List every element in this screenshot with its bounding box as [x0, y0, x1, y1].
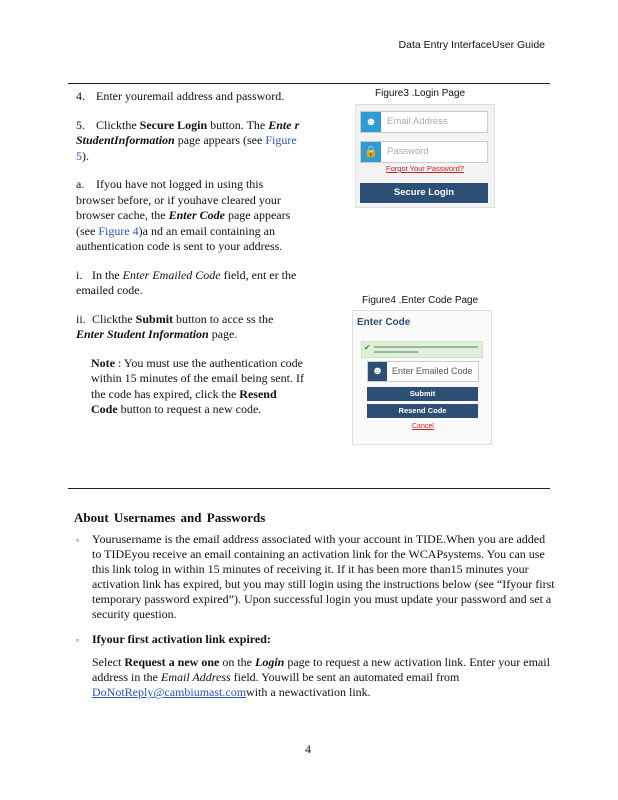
expired-title: Ifyour first activation link expired:: [92, 632, 271, 646]
bullet-icon: ▫: [76, 636, 79, 645]
emailed-code-field[interactable]: [367, 361, 479, 382]
user-icon: ☻: [368, 362, 387, 381]
sub-step-ii-mid: button to acce ss the: [173, 311, 274, 326]
note-label: Note: [91, 355, 115, 370]
expired-text-mid2: page to request a new activation link. Enter your email address in the: [92, 655, 550, 684]
note-text-post: button to request a new code.: [117, 402, 262, 416]
resend-code-button[interactable]: Resend Code: [367, 404, 478, 418]
emailed-code-field-ref: Enter Emailed Code: [122, 267, 221, 282]
expired-text-end: with a newactivation link.: [246, 685, 371, 699]
lock-icon: 🔒: [361, 142, 381, 162]
sub-step-ii-mark: ii.: [76, 311, 86, 326]
sub-step-ii: [76, 312, 304, 343]
request-new-one-ref: Request a new one: [124, 655, 220, 669]
check-icon: ✔: [364, 343, 371, 352]
sub-step-i-mark: i.: [76, 267, 83, 282]
step-5: [76, 118, 304, 165]
email-address-field-ref: Email Address: [160, 670, 231, 684]
note: [91, 356, 304, 418]
header-rule: [68, 83, 550, 84]
sub-step-i-post: field, ent er the emailed code.: [76, 267, 297, 297]
email-field[interactable]: [360, 111, 488, 133]
figure-4-link[interactable]: Figure 4: [98, 223, 139, 238]
student-information-ref-2: Enter Student Information: [76, 327, 209, 341]
banner-text-line: [374, 346, 478, 348]
page-number: 4: [305, 742, 311, 756]
login-page-figure: [355, 104, 495, 208]
sub-step-ii-text: Clickthe: [92, 311, 136, 326]
email-placeholder: Email Address: [387, 116, 448, 127]
forgot-password-link[interactable]: Forgot Your Password?: [386, 164, 464, 173]
figure-3-caption: Figure3 .Login Page: [375, 88, 466, 99]
usernames-text: Yourusername is the email address associated with your account in TIDE.When you are added to TIDEyou receive an email containing an activation link for the WCAPsystems. You can use this link tolog in within 15 minutes of receiving it. If it has been more than15 minutes your activation link has expired, but you may still login using the instructions below (see “Ifyour first temporary password expired”). Upon successful login you must update your password and set a security question.: [92, 532, 555, 621]
resend-code-ref: Resend Code: [91, 386, 277, 416]
step-4: [76, 89, 304, 105]
steps-column: [76, 89, 304, 418]
submit-ref: Submit: [135, 311, 174, 326]
expired-text-pre: Select: [92, 655, 125, 669]
step-5-text-post: page appears (see: [174, 133, 266, 147]
code-placeholder: Enter Emailed Code: [392, 366, 473, 376]
password-placeholder: Password: [387, 146, 429, 157]
sub-step-ii-post: page.: [208, 327, 238, 341]
student-information-ref: Ente r StudentInformation: [76, 117, 300, 147]
banner-text-line: [374, 351, 418, 353]
section-rule: [68, 488, 550, 489]
about-heading: About Usernames and Passwords: [74, 510, 266, 525]
figure-5-link[interactable]: Figure 5: [76, 133, 297, 163]
step-5-number: 5.: [76, 117, 85, 132]
enter-code-figure: [352, 310, 492, 445]
expired-text-post: field. Youwill be sent an automated email from: [230, 670, 460, 684]
running-header: Data Entry InterfaceUser Guide: [398, 39, 545, 51]
sub-step-a-mark: a.: [76, 177, 85, 191]
sub-step-i: [76, 268, 304, 299]
login-page-ref: Login: [255, 655, 285, 669]
expired-text-mid: on the: [219, 655, 255, 669]
secure-login-button[interactable]: Secure Login: [360, 183, 488, 203]
sub-step-i-text: In the: [92, 267, 123, 282]
cancel-link[interactable]: Cancel: [412, 423, 434, 430]
submit-button[interactable]: Submit: [367, 387, 478, 401]
sub-step-a-text: Ifyou have not logged in using this browser before, or if youhave cleared your browser cache, the: [76, 177, 281, 222]
secure-login-ref: Secure Login: [139, 117, 208, 132]
step-5-text-mid: button. The: [207, 117, 269, 132]
sub-step-a-post: )a nd an email containing an authentication code is sent to your address.: [76, 223, 283, 253]
bullet-usernames: [76, 532, 556, 622]
sub-step-a-mid: page appears (see: [76, 208, 291, 238]
sub-step-a: [76, 177, 304, 255]
donotreply-email-link[interactable]: DoNotReply@cambiumast.com: [92, 685, 247, 699]
bullet-icon: ▫: [76, 536, 79, 545]
step-5-text: Clickthe: [96, 117, 140, 132]
bullet-expired: [76, 632, 556, 700]
note-text: : You must use the authentication code within 15 minutes of the email being sent. If the code has expired, click the: [91, 355, 304, 401]
success-banner: [361, 341, 483, 358]
step-5-text-end: ).: [82, 148, 89, 163]
user-icon: ☻: [361, 112, 381, 132]
enter-code-title: Enter Code: [357, 317, 411, 328]
step-4-number: 4.: [76, 89, 85, 103]
enter-code-ref: Enter Code: [168, 208, 225, 222]
expired-text: [92, 655, 556, 700]
step-4-text: Enter youremail address and password.: [96, 89, 285, 103]
password-field[interactable]: [360, 141, 488, 163]
figure-4-caption: Figure4 .Enter Code Page: [362, 295, 479, 306]
